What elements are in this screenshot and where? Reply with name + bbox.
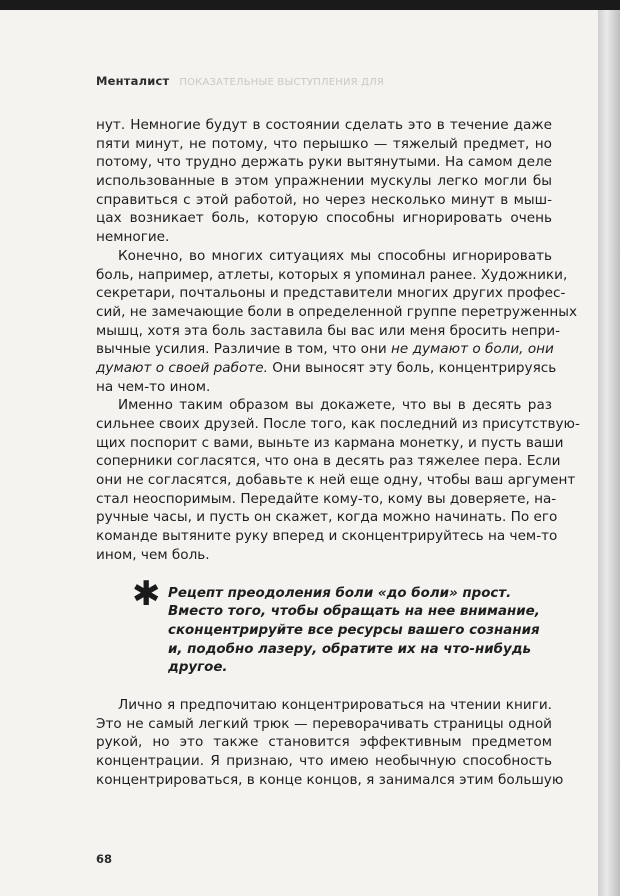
text-line: они не согласятся, добавьте к ней еще одну, чтобы ваш аргумент [96,472,576,489]
text-line: команде вытяните руку вперед и сконцентрируйтесь на чем-то [96,528,558,545]
callout-box [96,573,552,678]
spacer [96,565,552,583]
ghost-text: ПОКАЗАТЕЛЬНЫЕ ВЫСТУПЛЕНИЯ ДЛЯ [179,77,385,88]
text-line: нут. Немногие будут в состоянии сделать это в течение даже [96,117,552,133]
text-line: Это не самый легкий трюк — переворачивать страницы одной [96,715,552,732]
text-line: соперники согласятся, что она в десять раз тяжелее пера. Если [96,453,561,470]
spacer [96,678,552,696]
text-line: на чем-то ином. [96,378,211,395]
text-segment: вычные усилия. Различие в том, что они [96,341,392,358]
text-segment: Они выносят эту боль, концентрируясь [267,359,557,376]
text-line: концентрироваться, в конце концов, я занимался этим большую [96,771,564,788]
running-header [96,74,384,88]
text-line: потому, что трудно держать руки вытянутыми. На самом деле [96,154,552,171]
paragraph-3 [96,396,580,564]
text-line: концентрации. Я признаю, что имею необычную способность [96,753,552,769]
text-line: пяти минут, не потому, что перышко — тяжелый предмет, но [96,135,552,152]
text-line: сильнее своих друзей. После того, как последний из присутствую- [96,416,580,432]
text-line: Лично я предпочитаю концентрироваться на чтении книги. [118,696,552,713]
italic-segment: думают о своей работе. [96,359,268,376]
callout-line: сконцентрируйте все ресурсы вашего сознания [168,622,540,638]
text-line: ином, чем боль. [96,546,210,563]
paragraph-4 [96,696,564,789]
callout-line: Рецепт преодоления боли «до боли» прост. [168,585,512,601]
text-line: Конечно, во многих ситуациях мы способны игнорировать [118,247,552,264]
text-line: использованные в этом упражнении мускулы легко могли бы [96,173,552,190]
text-line: стал неоспоримым. Передайте кому-то, кому вы доверяете, на- [96,490,557,507]
body-text [96,116,580,789]
italic-segment: не думают о боли, они [391,341,554,358]
text-line: боль, например, атлеты, которых я упоминал ранее. Художники, [96,266,568,283]
paragraph-2 [96,247,578,397]
page-number: 68 [96,852,113,866]
text-line: ручные часы, и пусть он скажет, когда можно начинать. По его [96,509,558,526]
text-line: справиться с этой работой, но через несколько минут в мыш- [96,191,552,208]
running-title: Менталист [96,74,170,88]
text-line: немногие. [96,229,170,246]
callout-line: Вместо того, чтобы обращать на нее внимание, [168,604,540,620]
text-line [96,359,557,378]
text-line: цах возникает боль, которую способны игнорировать очень [96,210,552,227]
paragraph-1 [96,116,552,247]
top-edge [0,0,620,10]
text-line: рукой, но это также становится эффективным предметом [96,734,552,751]
book-page [0,10,598,896]
text-line: секретари, почтальоны и представители многих других профес- [96,285,566,302]
book-spine [598,10,620,896]
asterisk-icon: ✱ [132,573,161,614]
callout-line: другое. [168,660,228,676]
text-line: щих поспорит с вами, выньте из кармана монетку, и пусть ваши [96,434,564,451]
text-line: сий, не замечающие боли в определенной группе перетруженных [96,303,578,320]
text-line: мышц, хотя эта боль заставила бы вас или меня бросить непри- [96,322,560,339]
text-line [96,340,552,359]
text-line: Именно таким образом вы докажете, что вы в десять раз [118,397,552,414]
callout-line: и, подобно лазеру, обратите их на что-нибудь [168,641,531,657]
